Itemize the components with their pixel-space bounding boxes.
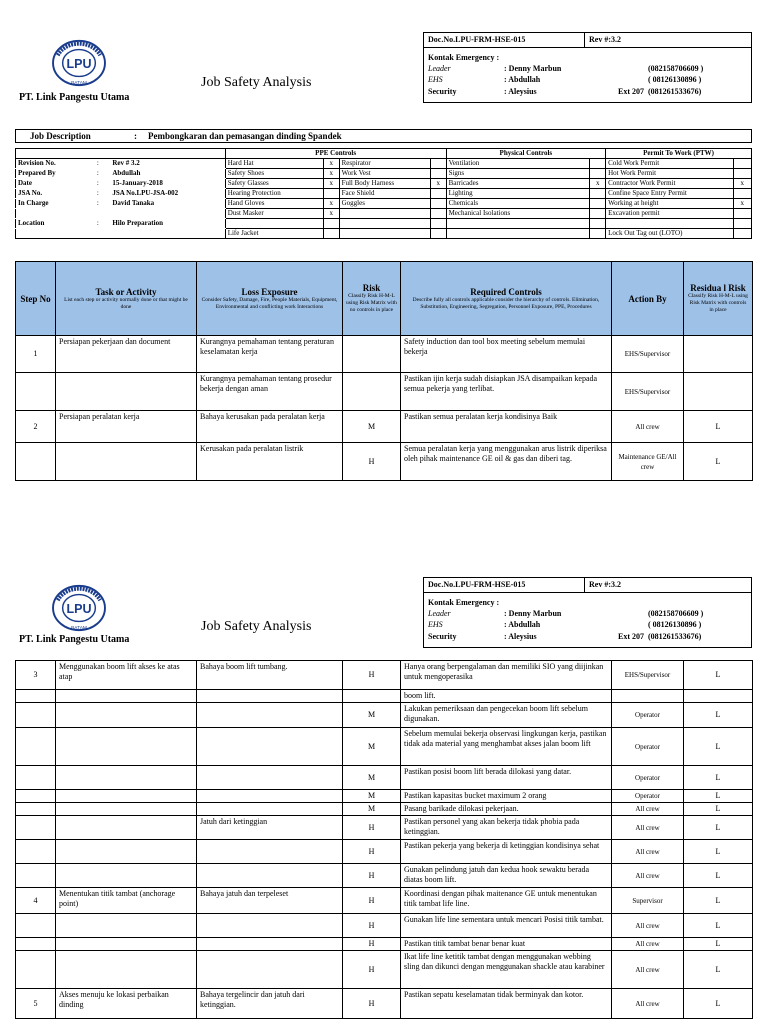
step-no: 4 [16, 888, 56, 914]
permit-check [733, 209, 751, 219]
risk-cell [343, 690, 401, 703]
meta-value: Abdullah [110, 169, 225, 179]
residual-risk-cell: L [684, 766, 753, 790]
residual-risk-cell: L [684, 443, 753, 481]
meta-key [16, 229, 95, 239]
contact-role: Leader [428, 64, 451, 73]
ppe-check: x [323, 159, 339, 169]
loss-cell [197, 951, 343, 989]
contact-role: Leader [428, 609, 451, 618]
action-by-cell: All crew [612, 914, 684, 938]
meta-group-header: PPE Controls [225, 149, 446, 159]
step-no [16, 728, 56, 766]
doc-info-box [423, 32, 752, 103]
task-cell: Persiapan pekerjaan dan document [56, 336, 197, 373]
table-row [16, 703, 753, 728]
control-cell: Gunakan life line sementara untuk mencari Posisi titik tambat. [401, 914, 612, 938]
control-cell: Pastikan sepatu keselamatan tidak berminyak dan kotor. [401, 989, 612, 1019]
action-by-cell: All crew [612, 989, 684, 1019]
task-cell [56, 703, 197, 728]
meta-table [15, 148, 752, 239]
physical-check [590, 209, 606, 219]
risk-cell: H [343, 864, 401, 888]
control-cell: Pastikan pekerja yang bekerja di ketinggian kondisinya sehat [401, 840, 612, 864]
action-by-cell: All crew [612, 951, 684, 989]
risk-cell: H [343, 443, 401, 481]
contact-name: : Abdullah [504, 75, 541, 84]
control-cell: Lakukan pemeriksaan dan pengecekan boom lift sebelum digunakan. [401, 703, 612, 728]
task-cell [56, 803, 197, 816]
risk-cell: H [343, 840, 401, 864]
ppe-item [339, 219, 430, 229]
meta-group-header [16, 149, 226, 159]
action-by-cell: Supervisor [612, 888, 684, 914]
task-cell [56, 690, 197, 703]
ppe-item [339, 209, 430, 219]
physical-check [590, 169, 606, 179]
permit-item: Hot Work Permit [606, 169, 734, 179]
table-row [16, 790, 753, 803]
ppe-check: x [430, 179, 446, 189]
page-title: Job Safety Analysis [201, 619, 312, 634]
residual-risk-cell: L [684, 951, 753, 989]
physical-check [590, 229, 606, 239]
company-name: PT. Link Pangestu Utama [19, 92, 130, 103]
contact-name: : Denny Marbun [504, 64, 562, 73]
ppe-check: x [323, 169, 339, 179]
contact-phone: (082158706609 ) [648, 64, 704, 73]
loss-cell [197, 803, 343, 816]
ppe-check [430, 199, 446, 209]
meta-key: Revision No. [16, 159, 95, 169]
col-loss: Loss Exposure Consider Safety, Damage, Fire, People Materials, Equipment, Environmental and conflicting work Interactions [197, 262, 343, 336]
ppe-item: Hearing Protection [225, 189, 323, 199]
risk-cell: H [343, 951, 401, 989]
job-description-label: Job Description [30, 131, 91, 141]
contact-title: Kontak Emergency : [428, 598, 500, 607]
table-row [16, 690, 753, 703]
job-description-value: Pembongkaran dan pemasangan dinding Spandek [148, 131, 342, 141]
action-by-cell: EHS/Supervisor [612, 661, 684, 690]
physical-control: Lighting [446, 189, 590, 199]
step-no: 3 [16, 661, 56, 690]
meta-sep: : [94, 219, 110, 229]
meta-sep: : [94, 189, 110, 199]
table-row [16, 411, 753, 443]
col-risk: Risk Classify Risk H-M-L using Risk Matrix with no controls in place [343, 262, 401, 336]
residual-risk-cell: L [684, 914, 753, 938]
task-cell: Menggunakan boom lift akses ke atas atap [56, 661, 197, 690]
permit-check [733, 189, 751, 199]
table-row [16, 864, 753, 888]
meta-sep [94, 209, 110, 219]
risk-cell: M [343, 411, 401, 443]
svg-text:BATAM: BATAM [71, 626, 87, 632]
ppe-check [430, 229, 446, 239]
ppe-item: Safety Shoes [225, 169, 323, 179]
company-name: PT. Link Pangestu Utama [19, 634, 130, 645]
step-no [16, 443, 56, 481]
meta-value [110, 229, 225, 239]
ppe-check: x [323, 199, 339, 209]
residual-risk-cell: L [684, 790, 753, 803]
residual-risk-cell: L [684, 864, 753, 888]
risk-cell: H [343, 938, 401, 951]
permit-item [606, 219, 734, 229]
permit-item: Cold Work Permit [606, 159, 734, 169]
table-row [16, 766, 753, 790]
task-cell [56, 443, 197, 481]
form-header [15, 577, 752, 648]
contact-name: : Aleysius [504, 632, 537, 641]
step-no: 2 [16, 411, 56, 443]
revision: Rev #:3.2 [584, 33, 669, 47]
contact-phone: (081261533676) [648, 87, 702, 96]
residual-risk-cell: L [684, 411, 753, 443]
control-cell: Gunakan pelindung jatuh dan kedua hook sewaktu berada diatas boom lift. [401, 864, 612, 888]
physical-check [590, 219, 606, 229]
table-row [16, 661, 753, 690]
col-residual: Residua l Risk Classify Risk H-M-L using Risk Matrix with controls in place [684, 262, 753, 336]
ppe-item: Dust Masker [225, 209, 323, 219]
residual-risk-cell: L [684, 803, 753, 816]
doc-info-box [423, 577, 752, 648]
ppe-check [430, 209, 446, 219]
risk-cell [343, 373, 401, 411]
contact-name: : Aleysius [504, 87, 537, 96]
step-no [16, 703, 56, 728]
loss-cell [197, 703, 343, 728]
table-row [16, 443, 753, 481]
control-cell: Pastikan kapasitas bucket maximum 2 orang [401, 790, 612, 803]
risk-cell: M [343, 790, 401, 803]
contact-role: EHS [428, 75, 443, 84]
table-row [16, 989, 753, 1019]
ppe-item: Goggles [339, 199, 430, 209]
loss-cell: Kurangnya pemahaman tentang prosedur bekerja dengan aman [197, 373, 343, 411]
ppe-check [430, 219, 446, 229]
meta-key: Location [16, 219, 95, 229]
job-description [15, 129, 752, 143]
loss-cell [197, 690, 343, 703]
step-no [16, 690, 56, 703]
step-no [16, 373, 56, 411]
meta-value: JSA No.LPU-JSA-002 [110, 189, 225, 199]
control-cell: Pastikan personel yang akan bekerja tidak phobia pada ketinggian. [401, 816, 612, 840]
risk-cell: H [343, 989, 401, 1019]
ppe-item: Hand Gloves [225, 199, 323, 209]
jsa-table [15, 261, 753, 481]
physical-control: Mechanical Isolations [446, 209, 590, 219]
action-by-cell: Operator [612, 728, 684, 766]
action-by-cell: EHS/Supervisor [612, 336, 684, 373]
table-row [16, 336, 753, 373]
task-cell [56, 373, 197, 411]
risk-cell: M [343, 766, 401, 790]
permit-check [733, 169, 751, 179]
physical-control [446, 229, 590, 239]
meta-value: 15-January-2018 [110, 179, 225, 189]
ppe-check: x [323, 179, 339, 189]
loss-cell: Bahaya tergelincir dan jatuh dari ketinggian. [197, 989, 343, 1019]
ppe-item: Life Jacket [225, 229, 323, 239]
risk-cell: H [343, 888, 401, 914]
loss-cell [197, 840, 343, 864]
col-task: Task or Activity List each step or activity normally done or that might be done [56, 262, 197, 336]
contact-ext: Ext 207 [618, 632, 644, 641]
action-by-cell: Operator [612, 766, 684, 790]
ppe-item: Full Body Harness [339, 179, 430, 189]
ppe-check [430, 169, 446, 179]
doc-number: Doc.No.LPU-FRM-HSE-015 [428, 35, 526, 44]
control-cell: boom lift. [401, 690, 612, 703]
action-by-cell: All crew [612, 840, 684, 864]
risk-cell: M [343, 728, 401, 766]
svg-text:LPU: LPU [66, 56, 92, 71]
step-no [16, 938, 56, 951]
permit-check [733, 159, 751, 169]
ppe-check: x [323, 209, 339, 219]
residual-risk-cell [684, 690, 753, 703]
task-cell [56, 951, 197, 989]
permit-item: Contractor Work Permit [606, 179, 734, 189]
meta-group-header: Physical Controls [446, 149, 606, 159]
meta-value: Hilo Preparation [110, 219, 225, 229]
action-by-cell: EHS/Supervisor [612, 373, 684, 411]
action-by-cell: All crew [612, 864, 684, 888]
control-cell: Semua peralatan kerja yang menggunakan arus listrik diperiksa oleh pihak maintenance GE oil & gas dan diberi tag. [401, 443, 612, 481]
col-controls: Required Controls Describe fully all controls applicable consider the hierarchy of controls. Elimination, Substitution, Engineering, Segregation, Personnel Exposure, PPE, Procedures [401, 262, 612, 336]
contact-phone: (082158706609 ) [648, 609, 704, 618]
contact-ext: Ext 207 [618, 87, 644, 96]
control-cell: Pastikan semua peralatan kerja kondisinya Baik [401, 411, 612, 443]
permit-check [733, 229, 751, 239]
page-title: Job Safety Analysis [201, 75, 312, 90]
task-cell [56, 728, 197, 766]
control-cell: Sebelum memulai bekerja observasi lingkungan kerja, pastikan tidak ada material yang menghambat akses jalan boom lift [401, 728, 612, 766]
contact-name: : Abdullah [504, 620, 541, 629]
physical-control: Chemicals [446, 199, 590, 209]
risk-cell: M [343, 703, 401, 728]
control-cell: Pastikan ijin kerja sudah disiapkan JSA disampaikan kepada semua pekerja yang terlibat. [401, 373, 612, 411]
physical-check [590, 199, 606, 209]
job-description-sep: : [134, 131, 137, 141]
doc-number: Doc.No.LPU-FRM-HSE-015 [428, 580, 526, 589]
task-cell: Menentukan titik tambat (anchorage point) [56, 888, 197, 914]
action-by-cell: Operator [612, 703, 684, 728]
risk-cell: M [343, 803, 401, 816]
meta-sep: : [94, 159, 110, 169]
meta-group-header: Permit To Work (PTW) [606, 149, 752, 159]
contact-name: : Denny Marbun [504, 609, 562, 618]
risk-cell [343, 336, 401, 373]
loss-cell: Bahaya kerusakan pada peralatan kerja [197, 411, 343, 443]
action-by-cell: All crew [612, 938, 684, 951]
physical-control: Barricades [446, 179, 590, 189]
control-cell: Koordinasi dengan pihak maitenance GE untuk menentukan titik tambat life line. [401, 888, 612, 914]
meta-key [16, 209, 95, 219]
physical-check: x [590, 179, 606, 189]
jsa-table-continued [15, 660, 753, 1019]
task-cell [56, 938, 197, 951]
control-cell: Ikat life line ketitik tambat dengan menggunakan webbing sling dan dikunci dengan menggunakan shackle atau karabiner [401, 951, 612, 989]
physical-control: Signs [446, 169, 590, 179]
loss-cell [197, 790, 343, 803]
action-by-cell: Operator [612, 790, 684, 803]
loss-cell [197, 766, 343, 790]
permit-item: Confine Space Entry Permit [606, 189, 734, 199]
physical-control [446, 219, 590, 229]
task-cell [56, 864, 197, 888]
table-row [16, 938, 753, 951]
task-cell: Akses menuju ke lokasi perbaikan dinding [56, 989, 197, 1019]
revision: Rev #:3.2 [584, 578, 669, 592]
table-row [16, 373, 753, 411]
task-cell [56, 914, 197, 938]
contact-phone: ( 08126130896 ) [648, 75, 702, 84]
company-logo-icon [50, 583, 108, 633]
task-cell [56, 840, 197, 864]
permit-check [733, 219, 751, 229]
ppe-item: Face Shield [339, 189, 430, 199]
step-no [16, 951, 56, 989]
table-row [16, 816, 753, 840]
residual-risk-cell [684, 336, 753, 373]
step-no [16, 790, 56, 803]
risk-cell: H [343, 914, 401, 938]
residual-risk-cell: L [684, 703, 753, 728]
svg-text:LPU: LPU [66, 601, 92, 616]
meta-sep: : [94, 199, 110, 209]
control-cell: Pastikan titik tambat benar benar kuat [401, 938, 612, 951]
risk-cell: H [343, 661, 401, 690]
control-cell: Pastikan posisi boom lift berada dilokasi yang datar. [401, 766, 612, 790]
meta-sep: : [94, 169, 110, 179]
contact-role: Security [428, 632, 457, 641]
meta-value [110, 209, 225, 219]
permit-check: x [733, 179, 751, 189]
ppe-check [323, 189, 339, 199]
meta-key: JSA No. [16, 189, 95, 199]
loss-cell [197, 864, 343, 888]
permit-check: x [733, 199, 751, 209]
task-cell [56, 816, 197, 840]
risk-cell: H [343, 816, 401, 840]
loss-cell: Kurangnya pemahaman tentang peraturan keselamatan kerja [197, 336, 343, 373]
ppe-check [430, 189, 446, 199]
action-by-cell: All crew [612, 411, 684, 443]
meta-key: Prepared By [16, 169, 95, 179]
ppe-item: Work Vest [339, 169, 430, 179]
meta-sep: : [94, 179, 110, 189]
ppe-item: Safety Glasses [225, 179, 323, 189]
action-by-cell: Maintenance GE/All crew [612, 443, 684, 481]
permit-item: Excavation permit [606, 209, 734, 219]
ppe-item: Hard Hat [225, 159, 323, 169]
ppe-check [323, 219, 339, 229]
residual-risk-cell: L [684, 728, 753, 766]
table-row [16, 728, 753, 766]
table-row [16, 840, 753, 864]
physical-check [590, 159, 606, 169]
residual-risk-cell: L [684, 938, 753, 951]
meta-value: David Tanaka [110, 199, 225, 209]
contact-role: Security [428, 87, 457, 96]
residual-risk-cell: L [684, 661, 753, 690]
company-logo-icon [50, 38, 108, 88]
ppe-item [339, 229, 430, 239]
contact-phone: (081261533676) [648, 632, 702, 641]
step-no: 5 [16, 989, 56, 1019]
ppe-check [430, 159, 446, 169]
col-action: Action By [612, 262, 684, 336]
ppe-check [323, 229, 339, 239]
residual-risk-cell [684, 373, 753, 411]
svg-text:BATAM: BATAM [71, 81, 87, 87]
residual-risk-cell: L [684, 840, 753, 864]
task-cell [56, 766, 197, 790]
task-cell [56, 790, 197, 803]
action-by-cell: All crew [612, 816, 684, 840]
loss-cell: Bahaya boom lift tumbang. [197, 661, 343, 690]
step-no [16, 803, 56, 816]
step-no [16, 840, 56, 864]
step-no [16, 766, 56, 790]
control-cell: Safety induction dan tool box meeting sebelum memulai bekerja [401, 336, 612, 373]
permit-item: Working at height [606, 199, 734, 209]
loss-cell [197, 914, 343, 938]
residual-risk-cell: L [684, 989, 753, 1019]
table-row [16, 951, 753, 989]
physical-check [590, 189, 606, 199]
loss-cell: Bahaya jatuh dan terpeleset [197, 888, 343, 914]
table-row [16, 888, 753, 914]
table-row [16, 914, 753, 938]
action-by-cell: All crew [612, 803, 684, 816]
ppe-item: Respirator [339, 159, 430, 169]
loss-cell [197, 938, 343, 951]
meta-key: Date [16, 179, 95, 189]
permit-item: Lock Out Tag out (LOTO) [606, 229, 734, 239]
step-no [16, 816, 56, 840]
control-cell: Hanya orang berpengalaman dan memiliki SIO yang diijinkan untuk mengoperasika [401, 661, 612, 690]
residual-risk-cell: L [684, 888, 753, 914]
residual-risk-cell: L [684, 816, 753, 840]
form-header [15, 32, 752, 103]
meta-value: Rev # 3.2 [110, 159, 225, 169]
loss-cell: Kerusakan pada peralatan listrik [197, 443, 343, 481]
action-by-cell [612, 690, 684, 703]
col-step: Step No [16, 262, 56, 336]
step-no [16, 864, 56, 888]
step-no: 1 [16, 336, 56, 373]
table-row [16, 803, 753, 816]
meta-sep [94, 229, 110, 239]
loss-cell: Jatuh dari ketinggian [197, 816, 343, 840]
meta-key: In Charge [16, 199, 95, 209]
control-cell: Pasang barikade dilokasi pekerjaan. [401, 803, 612, 816]
contact-title: Kontak Emergency : [428, 53, 500, 62]
task-cell: Persiapan peralatan kerja [56, 411, 197, 443]
contact-role: EHS [428, 620, 443, 629]
loss-cell [197, 728, 343, 766]
ppe-item [225, 219, 323, 229]
step-no [16, 914, 56, 938]
physical-control: Ventilation [446, 159, 590, 169]
contact-phone: ( 08126130896 ) [648, 620, 702, 629]
